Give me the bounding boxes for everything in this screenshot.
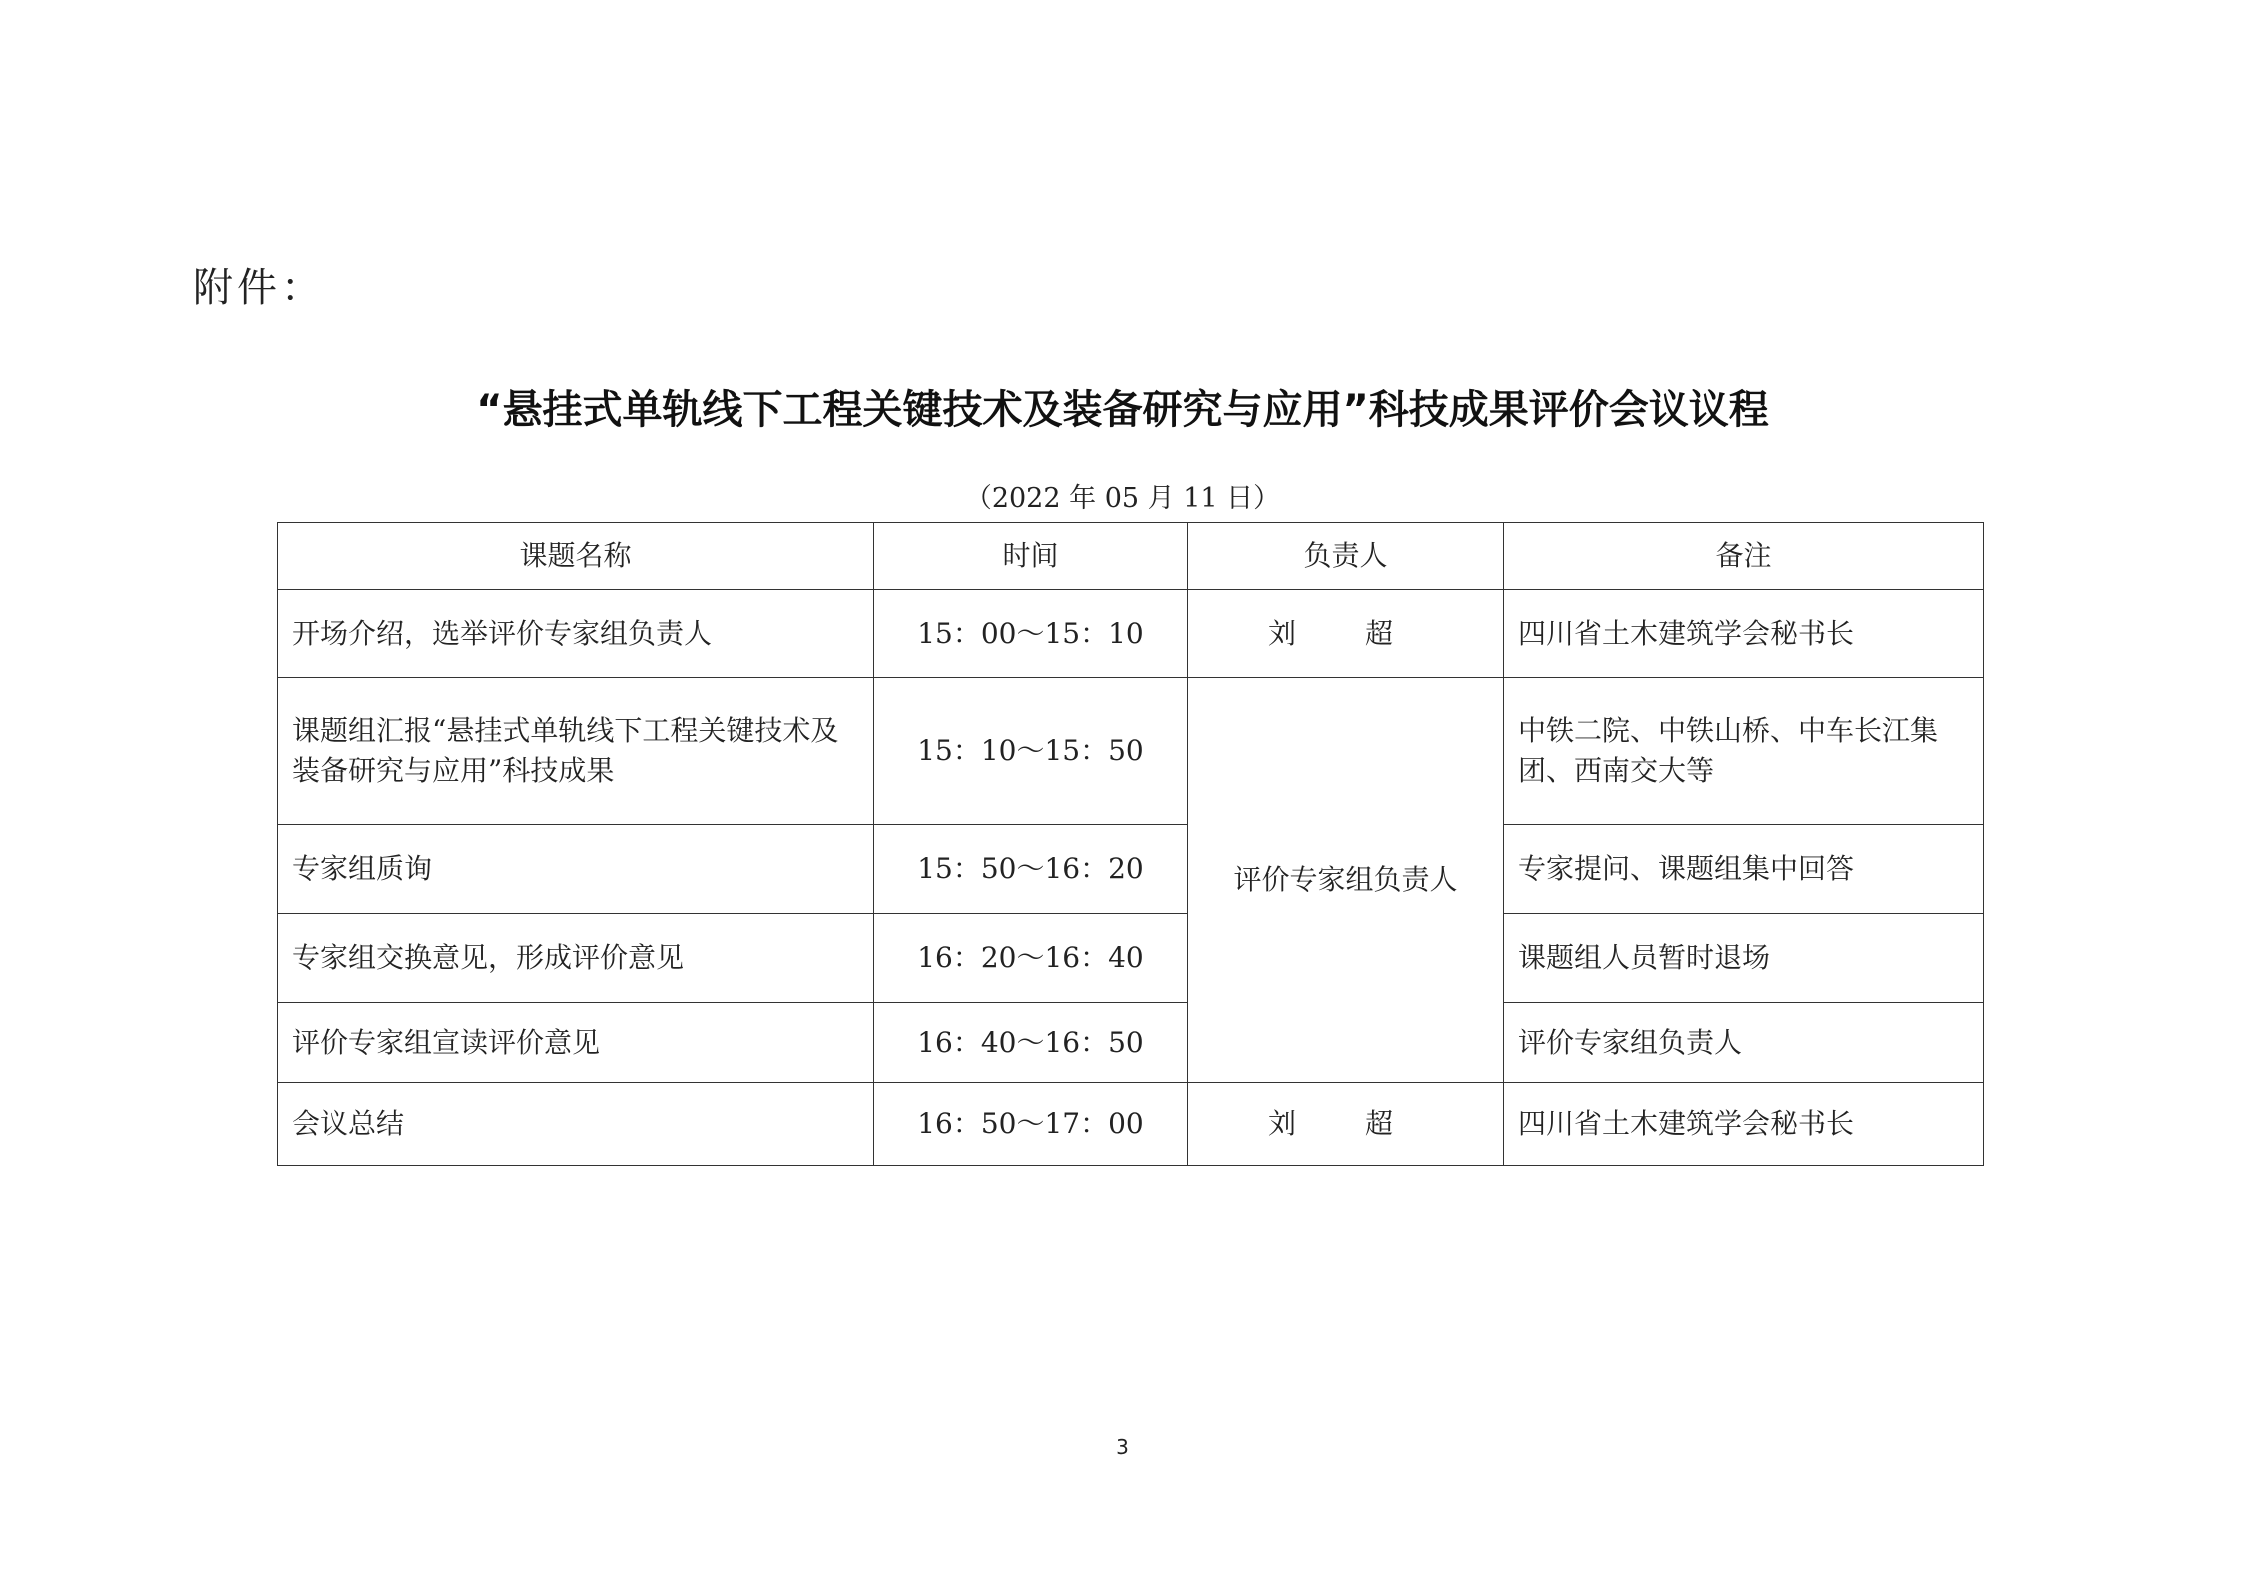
cell-owner-merged: 评价专家组负责人 [1188, 678, 1504, 1083]
document-date: （2022 年 05 月 11 日） [964, 483, 1281, 514]
header-topic: 课题名称 [278, 523, 874, 590]
table-row [278, 825, 1984, 914]
table-header-row [278, 523, 1984, 590]
header-time: 时间 [874, 523, 1188, 590]
table-row [278, 590, 1984, 678]
header-owner: 负责人 [1188, 523, 1504, 590]
cell-topic: 评价专家组宣读评价意见 [278, 1003, 874, 1083]
cell-time: 15：00～15：10 [874, 590, 1188, 678]
cell-owner: 刘 超 [1188, 1083, 1504, 1166]
page-number: 3 [1116, 1435, 1129, 1459]
table-row [278, 914, 1984, 1003]
cell-note: 评价专家组负责人 [1504, 1003, 1984, 1083]
cell-note: 中铁二院、中铁山桥、中车长江集团、西南交大等 [1504, 678, 1984, 825]
table-row [278, 678, 1984, 825]
agenda-table [277, 522, 1984, 1166]
cell-topic: 会议总结 [278, 1083, 874, 1166]
cell-note: 课题组人员暂时退场 [1504, 914, 1984, 1003]
table-row [278, 1003, 1984, 1083]
attachment-label: 附件： [193, 265, 325, 311]
cell-topic: 课题组汇报“悬挂式单轨线下工程关键技术及装备研究与应用”科技成果 [278, 678, 874, 825]
cell-time: 15：10～15：50 [874, 678, 1188, 825]
cell-topic: 开场介绍，选举评价专家组负责人 [278, 590, 874, 678]
cell-time: 16：40～16：50 [874, 1003, 1188, 1083]
cell-note: 四川省土木建筑学会秘书长 [1504, 590, 1984, 678]
cell-time: 16：20～16：40 [874, 914, 1188, 1003]
cell-note: 四川省土木建筑学会秘书长 [1504, 1083, 1984, 1166]
document-title: “悬挂式单轨线下工程关键技术及装备研究与应用”科技成果评价会议议程 [476, 387, 1769, 433]
header-note: 备注 [1504, 523, 1984, 590]
cell-note: 专家提问、课题组集中回答 [1504, 825, 1984, 914]
cell-owner: 刘 超 [1188, 590, 1504, 678]
table-row [278, 1083, 1984, 1166]
cell-topic: 专家组交换意见，形成评价意见 [278, 914, 874, 1003]
cell-time: 16：50～17：00 [874, 1083, 1188, 1166]
cell-time: 15：50～16：20 [874, 825, 1188, 914]
cell-topic: 专家组质询 [278, 825, 874, 914]
